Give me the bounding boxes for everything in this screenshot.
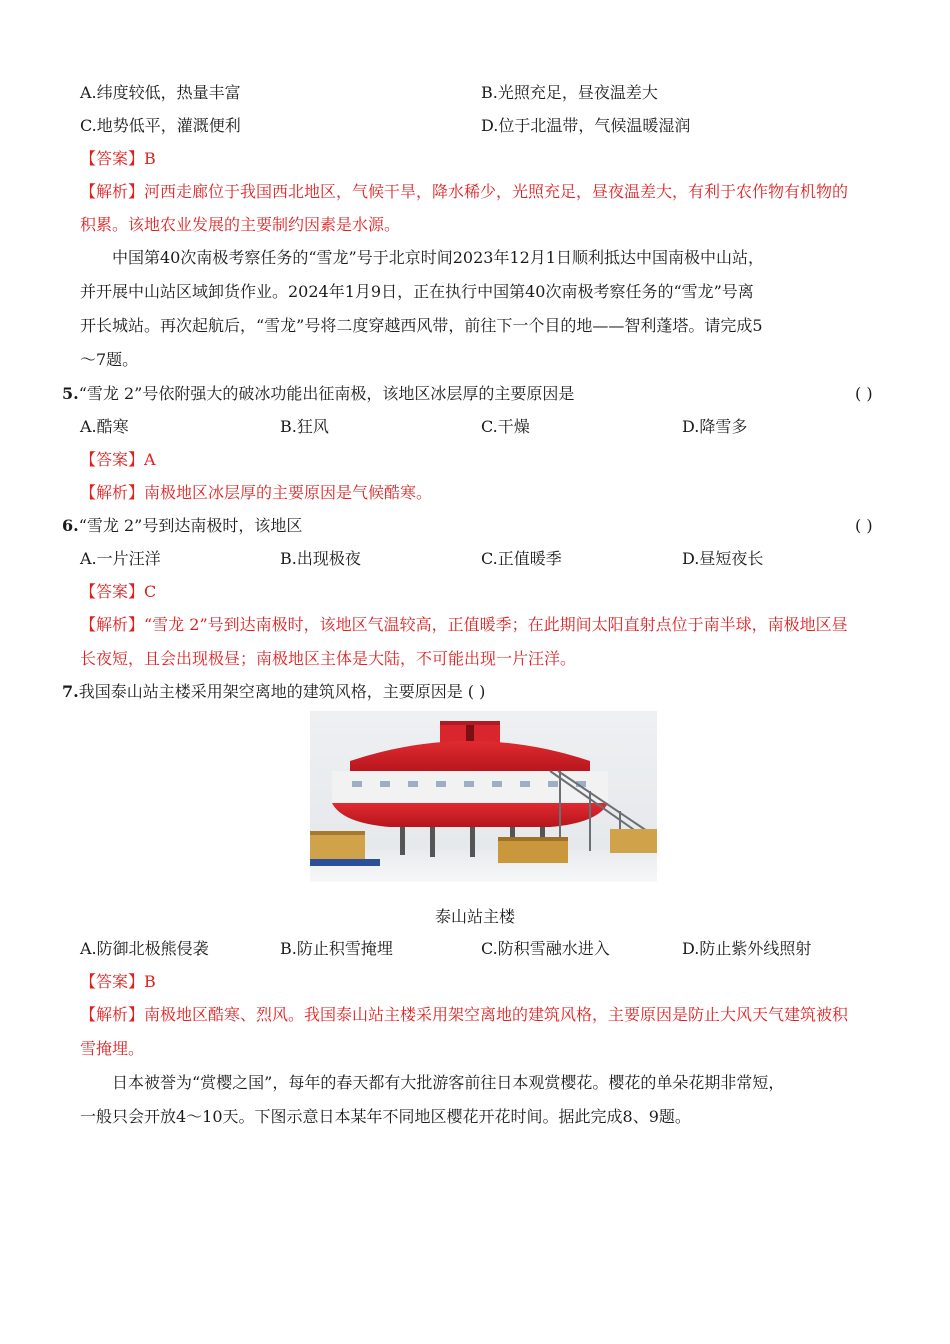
question-6-stem: [62, 515, 302, 537]
q4-analysis-line2: 积累。该地农业发展的主要制约因素是水源。: [80, 215, 401, 234]
q6-option-a: A.一片汪洋: [80, 549, 161, 568]
q6-option-c: C.正值暖季: [481, 549, 562, 568]
q6-option-d: D.昼短夜长: [682, 549, 764, 568]
photo-caption: 泰山站主楼: [434, 907, 515, 926]
q7-analysis-line2: 雪掩埋。: [80, 1039, 145, 1058]
q7-option-c: C.防积雪融水进入: [481, 939, 610, 958]
q7-option-a: A.防御北极熊侵袭: [80, 939, 209, 958]
passage1-line4: ～7题。: [80, 350, 139, 369]
question-number: 7.: [62, 682, 79, 701]
q4-option-a: A.纬度较低，热量丰富: [80, 83, 241, 102]
q4-answer: 【答案】B: [80, 149, 156, 168]
q5-answer: 【答案】A: [80, 450, 156, 469]
passage1-line1: 中国第40次南极考察任务的“雪龙”号于北京时间2023年12月1日顺利抵达中国南极中山站，: [112, 248, 764, 267]
q5-option-b: B.狂风: [280, 417, 329, 436]
passage1-line3: 开长城站。再次起航后，“雪龙”号将二度穿越西风带，前往下一个目的地——智利蓬塔。请完成5: [80, 316, 763, 335]
q5-option-a: A.酷寒: [80, 417, 129, 436]
passage1-line2: 并开展中山站区域卸货作业。2024年1月9日，正在执行中国第40次南极考察任务的“雪龙”号离: [80, 282, 754, 301]
question-text: “雪龙 2”号到达南极时，该地区: [78, 516, 303, 535]
q7-analysis-line1: 【解析】南极地区酷寒、烈风。我国泰山站主楼采用架空离地的建筑风格，主要原因是防止大风天气建筑被积: [80, 1005, 849, 1024]
passage2-line1: 日本被誉为“赏樱之国”，每年的春天都有大批游客前往日本观赏樱花。樱花的单朵花期非常短，: [112, 1073, 785, 1092]
passage2-line2: 一般只会开放4～10天。下图示意日本某年不同地区樱花开花时间。据此完成8、9题。: [80, 1107, 691, 1126]
q6-analysis-line2: 长夜短，且会出现极昼；南极地区主体是大陆，不可能出现一片汪洋。: [80, 649, 577, 668]
q4-analysis-line1: 【解析】河西走廊位于我国西北地区，气候干旱，降水稀少，光照充足，昼夜温差大，有利于农作物有机物的: [80, 182, 849, 201]
answer-bracket: ( ): [855, 384, 873, 403]
q4-option-d: D.位于北温带，气候温暖湿润: [481, 116, 691, 135]
question-5-stem: [62, 383, 574, 405]
q7-option-b: B.防止积雪掩埋: [280, 939, 393, 958]
question-7-stem: [62, 681, 485, 703]
q7-answer: 【答案】B: [80, 972, 156, 991]
taishan-station-photo: [310, 711, 657, 882]
q5-option-d: D.降雪多: [682, 417, 748, 436]
question-number: 6.: [62, 516, 79, 535]
q5-analysis: 【解析】南极地区冰层厚的主要原因是气候酷寒。: [80, 483, 433, 502]
q4-option-b: B.光照充足，昼夜温差大: [481, 83, 658, 102]
question-text: 我国泰山站主楼采用架空离地的建筑风格，主要原因是 ( ): [78, 682, 486, 701]
q6-option-b: B.出现极夜: [280, 549, 361, 568]
q5-option-c: C.干燥: [481, 417, 530, 436]
q7-option-d: D.防止紫外线照射: [682, 939, 812, 958]
q6-answer: 【答案】C: [80, 582, 157, 601]
answer-bracket: ( ): [855, 516, 873, 535]
q4-option-c: C.地势低平，灌溉便利: [80, 116, 241, 135]
question-text: “雪龙 2”号依附强大的破冰功能出征南极，该地区冰层厚的主要原因是: [78, 384, 575, 403]
q6-analysis-line1: 【解析】“雪龙 2”号到达南极时，该地区气温较高，正值暖季；在此期间太阳直射点位于南半球，南极地区昼: [80, 615, 848, 634]
question-number: 5.: [62, 384, 79, 403]
